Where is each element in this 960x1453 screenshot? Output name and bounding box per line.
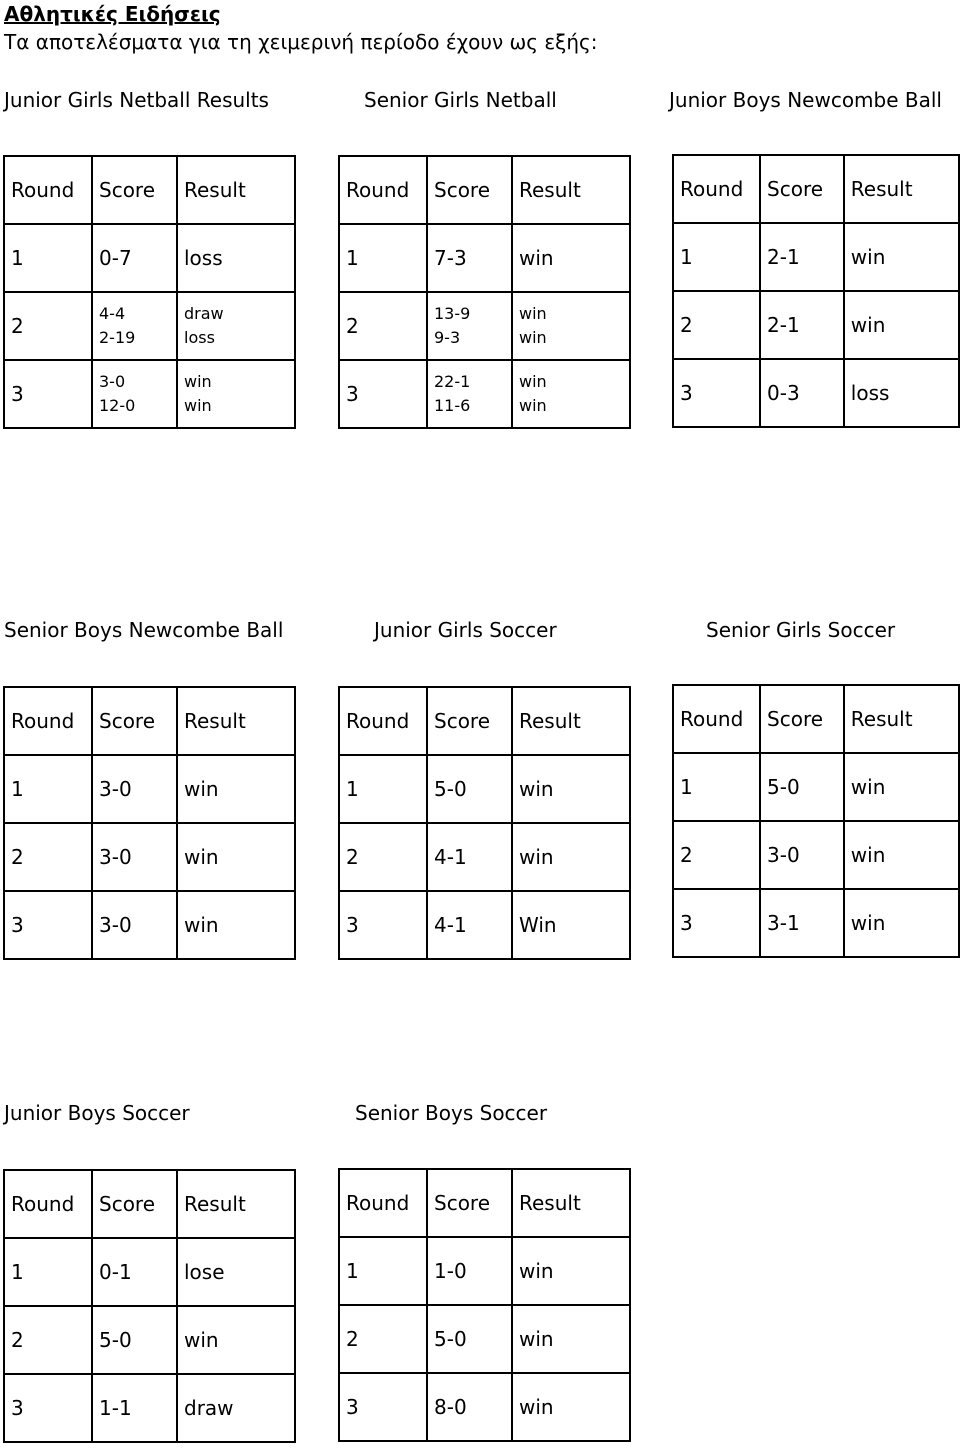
round-cell: 1: [339, 224, 427, 292]
round-cell: 1: [339, 755, 427, 823]
page-heading: Αθλητικές Ειδήσεις: [4, 2, 221, 26]
score-cell-value: 4-1: [434, 913, 467, 937]
table-row: [4, 360, 295, 428]
table-row: [339, 823, 630, 891]
result-cell-value: win: [850, 843, 886, 867]
round-cell: 1: [4, 224, 92, 292]
result-cell-value: win: [519, 396, 547, 415]
round-cell: 3: [673, 359, 760, 427]
score-cell: [760, 753, 844, 821]
result-cell: [177, 891, 295, 959]
score-cell-value: 3-1: [767, 911, 800, 935]
section-title: Junior Girls Soccer: [374, 618, 557, 642]
score-cell-value: 3-0: [99, 845, 132, 869]
result-cell: [512, 755, 630, 823]
score-cell: [427, 292, 512, 360]
header-cell-round: Round: [673, 685, 760, 753]
result-cell-value: loss: [184, 246, 223, 270]
header-cell-result: Result: [844, 685, 959, 753]
header-cell-score: Score: [427, 687, 512, 755]
header-cell-result: Result: [512, 687, 630, 755]
result-cell: [844, 359, 959, 427]
result-cell: [177, 755, 295, 823]
score-cell: [92, 891, 177, 959]
result-cell-value: draw: [184, 304, 224, 323]
score-cell: [427, 1237, 512, 1305]
score-cell: [427, 823, 512, 891]
round-cell: 2: [339, 823, 427, 891]
round-cell: 2: [673, 821, 760, 889]
score-cell-value: 5-0: [767, 775, 800, 799]
score-cell: [92, 1374, 177, 1442]
result-cell-value: loss: [850, 381, 890, 405]
score-cell: [760, 359, 844, 427]
score-cell: [760, 889, 844, 957]
header-cell-result: Result: [177, 156, 295, 224]
score-cell-value: 3-0: [99, 372, 126, 391]
result-cell-value: win: [184, 372, 212, 391]
result-cell: [177, 1374, 295, 1442]
results-table: [338, 686, 631, 960]
result-cell: [177, 1238, 295, 1306]
result-cell: [844, 291, 959, 359]
header-cell-round: Round: [673, 155, 760, 223]
header-cell-round: Round: [339, 156, 427, 224]
header-cell-round: Round: [4, 687, 92, 755]
table-header-row: [339, 156, 630, 224]
result-cell: [512, 1237, 630, 1305]
header-cell-score: Score: [427, 1169, 512, 1237]
results-table: [338, 1168, 631, 1442]
results-table: [338, 155, 631, 429]
result-cell-value: win: [184, 913, 219, 937]
score-cell-value: 4-4: [99, 304, 126, 323]
score-cell-value: 7-3: [434, 246, 467, 270]
result-cell-value: win: [519, 246, 554, 270]
score-cell: [427, 224, 512, 292]
table-row: [673, 223, 959, 291]
table-header-row: [673, 685, 959, 753]
round-cell: 2: [673, 291, 760, 359]
table-row: [339, 755, 630, 823]
round-cell: 3: [4, 891, 92, 959]
result-cell-value: win: [184, 777, 219, 801]
table-header-row: [4, 687, 295, 755]
result-cell: [512, 891, 630, 959]
header-cell-result: Result: [844, 155, 959, 223]
result-cell: [512, 823, 630, 891]
result-cell: [177, 224, 295, 292]
table-row: [673, 753, 959, 821]
result-cell-value: win: [519, 1327, 554, 1351]
round-cell: 3: [673, 889, 760, 957]
round-cell: 2: [339, 292, 427, 360]
section-title: Senior Girls Netball: [364, 88, 557, 112]
score-cell: [92, 224, 177, 292]
score-cell: [92, 292, 177, 360]
score-cell-value: 8-0: [434, 1395, 467, 1419]
score-cell: [92, 1306, 177, 1374]
result-cell-value: win: [519, 845, 554, 869]
result-cell-value: win: [850, 911, 886, 935]
results-table: [672, 684, 960, 958]
score-cell: [427, 1373, 512, 1441]
result-cell-value: win: [850, 245, 886, 269]
table-row: [4, 823, 295, 891]
table-row: [339, 1237, 630, 1305]
round-cell: 3: [4, 360, 92, 428]
section-title: Junior Girls Netball Results: [4, 88, 269, 112]
table-row: [4, 891, 295, 959]
result-cell-value: win: [519, 1395, 554, 1419]
table-row: [4, 224, 295, 292]
score-cell-value: 0-3: [767, 381, 800, 405]
header-cell-score: Score: [92, 687, 177, 755]
score-cell-value: 13-9: [434, 304, 471, 323]
round-cell: 1: [673, 223, 760, 291]
result-cell: [844, 821, 959, 889]
round-cell: 3: [339, 1373, 427, 1441]
score-cell: [92, 823, 177, 891]
score-cell-value: 1-1: [99, 1396, 132, 1420]
score-cell-value: 3-0: [99, 777, 132, 801]
header-cell-result: Result: [512, 1169, 630, 1237]
score-cell: [427, 755, 512, 823]
header-cell-round: Round: [4, 1170, 92, 1238]
result-cell-value: Win: [519, 913, 557, 937]
result-cell: [512, 1305, 630, 1373]
header-cell-round: Round: [4, 156, 92, 224]
round-cell: 2: [4, 1306, 92, 1374]
result-cell-value: win: [850, 775, 886, 799]
table-row: [673, 291, 959, 359]
results-table: [3, 686, 296, 960]
section-title: Senior Girls Soccer: [706, 618, 896, 642]
header-cell-result: Result: [512, 156, 630, 224]
score-cell-value: 1-0: [434, 1259, 467, 1283]
score-cell: [427, 1305, 512, 1373]
score-cell-value: 2-19: [99, 328, 136, 347]
table-header-row: [339, 1169, 630, 1237]
result-cell: [177, 360, 295, 428]
score-cell-value: 2-1: [767, 245, 800, 269]
results-table: [3, 1169, 296, 1443]
header-cell-result: Result: [177, 1170, 295, 1238]
section-title: Senior Boys Newcombe Ball: [4, 618, 284, 642]
round-cell: 1: [673, 753, 760, 821]
round-cell: 1: [4, 1238, 92, 1306]
result-cell: [512, 224, 630, 292]
score-cell-value: 3-0: [99, 913, 132, 937]
table-row: [339, 224, 630, 292]
score-cell-value: 4-1: [434, 845, 467, 869]
round-cell: 3: [339, 891, 427, 959]
score-cell: [427, 360, 512, 428]
result-cell-value: win: [519, 372, 547, 391]
result-cell: [177, 292, 295, 360]
table-row: [4, 1374, 295, 1442]
header-cell-round: Round: [339, 687, 427, 755]
result-cell: [177, 823, 295, 891]
result-cell: [512, 292, 630, 360]
table-row: [4, 755, 295, 823]
result-cell: [844, 889, 959, 957]
table-row: [4, 1238, 295, 1306]
table-row: [339, 1373, 630, 1441]
result-cell: [844, 223, 959, 291]
table-row: [4, 1306, 295, 1374]
table-row: [673, 821, 959, 889]
result-cell: [844, 753, 959, 821]
score-cell: [760, 821, 844, 889]
score-cell-value: 22-1: [434, 372, 471, 391]
header-cell-score: Score: [92, 1170, 177, 1238]
table-header-row: [4, 1170, 295, 1238]
header-cell-score: Score: [92, 156, 177, 224]
result-cell-value: win: [184, 396, 212, 415]
table-row: [339, 292, 630, 360]
score-cell: [92, 360, 177, 428]
header-cell-score: Score: [760, 155, 844, 223]
result-cell-value: win: [184, 845, 219, 869]
round-cell: 2: [4, 823, 92, 891]
header-cell-round: Round: [339, 1169, 427, 1237]
result-cell-value: win: [184, 1328, 219, 1352]
header-cell-result: Result: [177, 687, 295, 755]
round-cell: 2: [4, 292, 92, 360]
round-cell: 1: [4, 755, 92, 823]
result-cell-value: win: [519, 1259, 554, 1283]
result-cell-value: loss: [184, 328, 215, 347]
score-cell-value: 5-0: [434, 1327, 467, 1351]
score-cell-value: 2-1: [767, 313, 800, 337]
score-cell: [92, 1238, 177, 1306]
header-cell-score: Score: [760, 685, 844, 753]
section-title: Junior Boys Newcombe Ball: [669, 88, 942, 112]
score-cell-value: 0-7: [99, 246, 132, 270]
score-cell-value: 3-0: [767, 843, 800, 867]
result-cell-value: win: [519, 777, 554, 801]
score-cell-value: 0-1: [99, 1260, 132, 1284]
round-cell: 2: [339, 1305, 427, 1373]
result-cell-value: draw: [184, 1396, 234, 1420]
score-cell: [92, 755, 177, 823]
table-row: [673, 889, 959, 957]
round-cell: 3: [339, 360, 427, 428]
result-cell: [177, 1306, 295, 1374]
score-cell-value: 5-0: [99, 1328, 132, 1352]
table-row: [339, 360, 630, 428]
table-row: [673, 359, 959, 427]
result-cell: [512, 1373, 630, 1441]
result-cell-value: win: [519, 328, 547, 347]
result-cell: [512, 360, 630, 428]
result-cell-value: win: [850, 313, 886, 337]
table-row: [339, 1305, 630, 1373]
header-cell-score: Score: [427, 156, 512, 224]
round-cell: 3: [4, 1374, 92, 1442]
result-cell-value: lose: [184, 1260, 225, 1284]
intro-text: Τα αποτελέσματα για τη χειμερινή περίοδο έχουν ως εξής:: [4, 30, 598, 54]
results-table: [672, 154, 960, 428]
table-row: [339, 891, 630, 959]
table-header-row: [4, 156, 295, 224]
score-cell-value: 5-0: [434, 777, 467, 801]
section-title: Junior Boys Soccer: [4, 1101, 190, 1125]
score-cell-value: 9-3: [434, 328, 461, 347]
score-cell: [760, 291, 844, 359]
table-row: [4, 292, 295, 360]
score-cell-value: 12-0: [99, 396, 136, 415]
score-cell: [427, 891, 512, 959]
table-header-row: [339, 687, 630, 755]
score-cell-value: 11-6: [434, 396, 471, 415]
results-table: [3, 155, 296, 429]
result-cell-value: win: [519, 304, 547, 323]
section-title: Senior Boys Soccer: [355, 1101, 548, 1125]
table-header-row: [673, 155, 959, 223]
round-cell: 1: [339, 1237, 427, 1305]
score-cell: [760, 223, 844, 291]
